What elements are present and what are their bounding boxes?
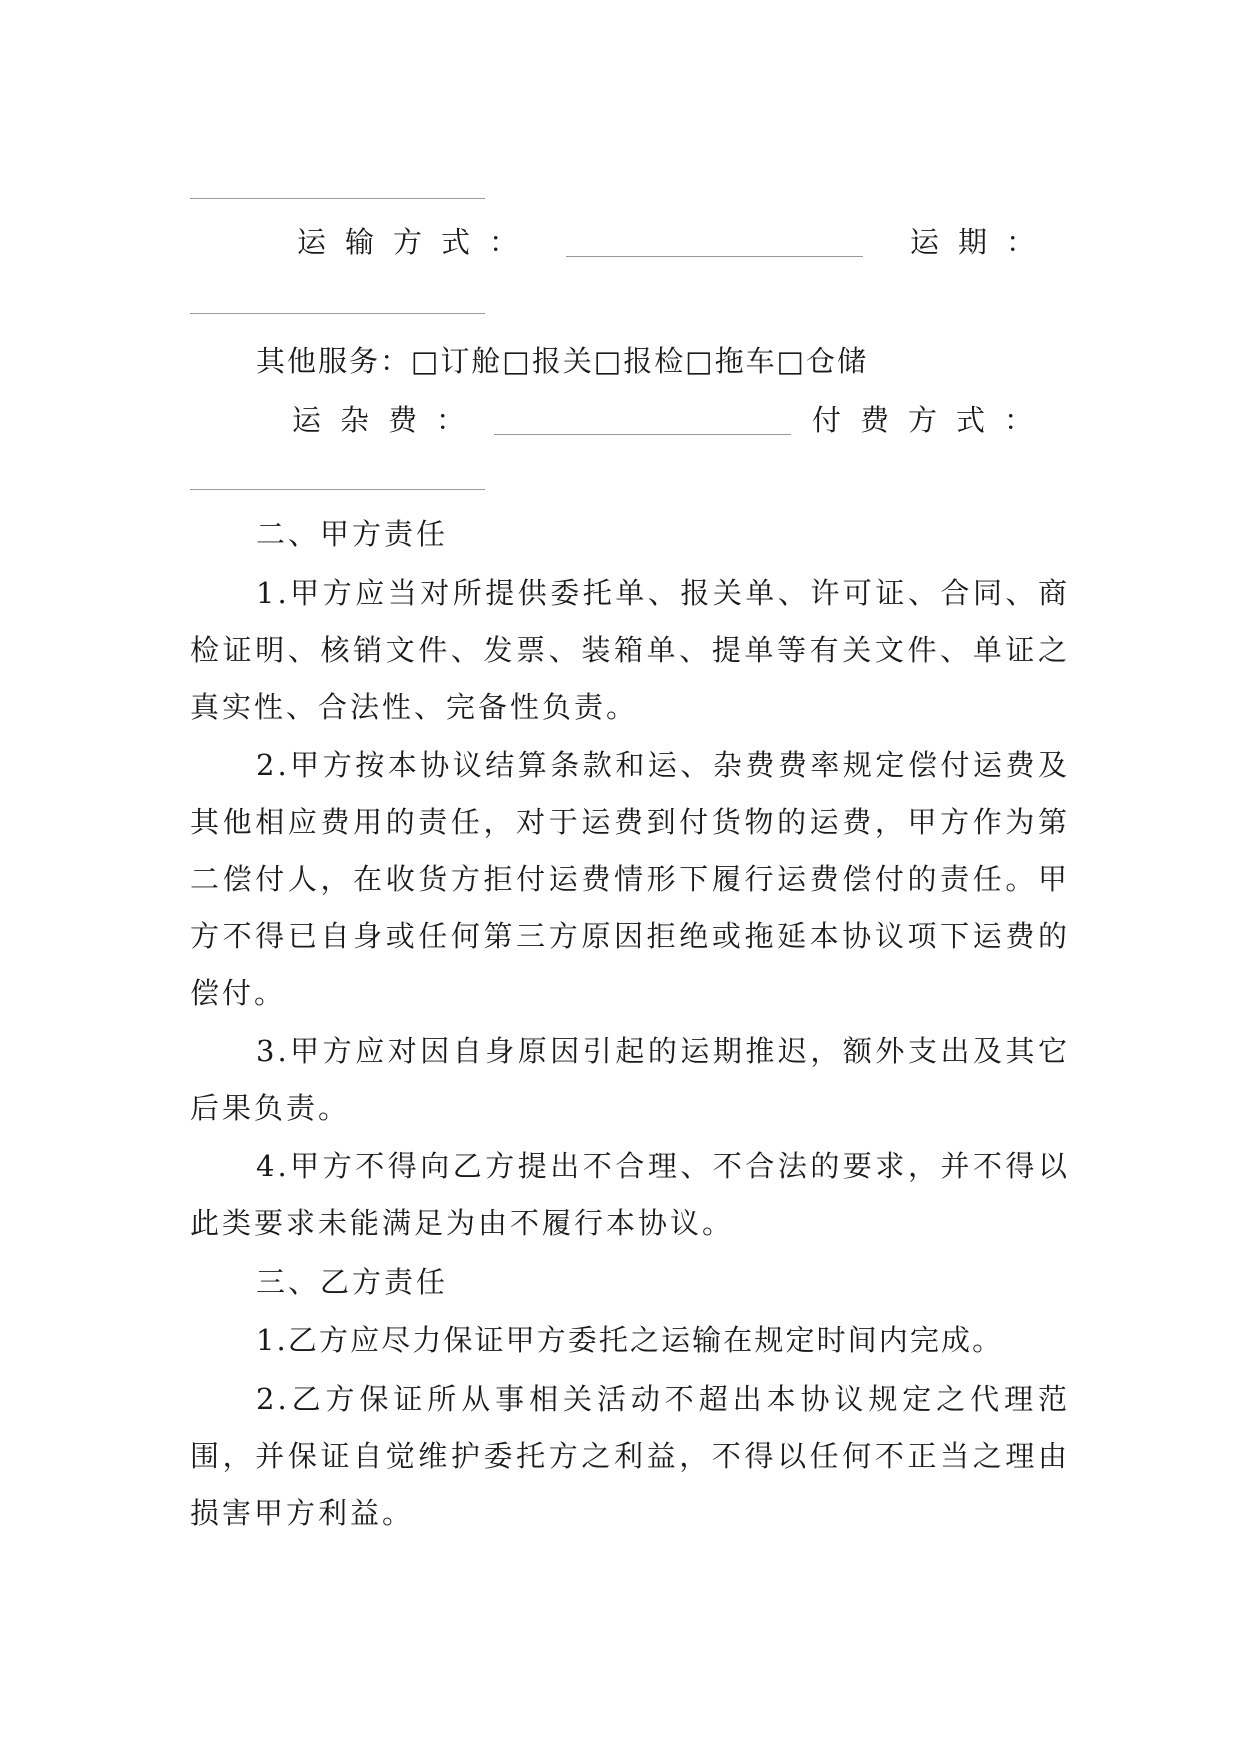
service-booking-checkbox[interactable]: □订舱	[411, 344, 503, 378]
section-heading-party-a: 二、甲方责任	[256, 517, 449, 551]
payment-method-field[interactable]	[190, 489, 485, 490]
freight-fee-label: 运杂费：	[292, 403, 485, 437]
party-a-clause-3: 3.甲方应对因自身原因引起的运期推迟，额外支出及其它后果负责。	[190, 1034, 1070, 1125]
payment-method-label: 付费方式：	[812, 403, 1053, 437]
transport-period-label: 运期：	[910, 225, 1055, 259]
transport-period-field[interactable]	[190, 313, 485, 314]
party-a-clause-4: 4.甲方不得向乙方提出不合理、不合法的要求，并不得以此类要求未能满足为由不履行本协议。	[190, 1149, 1070, 1240]
party-a-clause-2: 2.甲方按本协议结算条款和运、杂费费率规定偿付运费及其他相应费用的责任，对于运费到付货物的运费，甲方作为第二偿付人，在收货方拒付运费情形下履行运费偿付的责任。甲方不得已自身或任何第三方原因拒绝或拖延本协议项下运费的偿付。	[190, 748, 1070, 1010]
party-b-clause-1: 1.乙方应尽力保证甲方委托之运输在规定时间内完成。	[256, 1323, 1004, 1357]
service-inspection-checkbox[interactable]: □报检	[593, 344, 686, 378]
transport-mode-label: 运输方式：	[297, 225, 538, 259]
service-storage-checkbox[interactable]: □仓储	[776, 344, 869, 378]
transport-mode-field[interactable]	[566, 256, 863, 257]
section-heading-party-b: 三、乙方责任	[256, 1265, 449, 1299]
service-customs-checkbox[interactable]: □报关	[502, 344, 594, 378]
party-a-clause-1: 1.甲方应当对所提供委托单、报关单、许可证、合同、商检证明、核销文件、发票、装箱单、提单等有关文件、单证之真实性、合法性、完备性负责。	[190, 576, 1070, 724]
blank-line-top	[190, 198, 485, 199]
service-trucking-checkbox[interactable]: □拖车	[685, 344, 777, 378]
freight-fee-field[interactable]	[494, 434, 791, 435]
party-b-clause-2: 2.乙方保证所从事相关活动不超出本协议规定之代理范围，并保证自觉维护委托方之利益，不得以任何不正当之理由损害甲方利益。	[190, 1382, 1070, 1530]
other-services-row	[256, 341, 1241, 381]
other-services-label: 其他服务：	[256, 344, 412, 378]
